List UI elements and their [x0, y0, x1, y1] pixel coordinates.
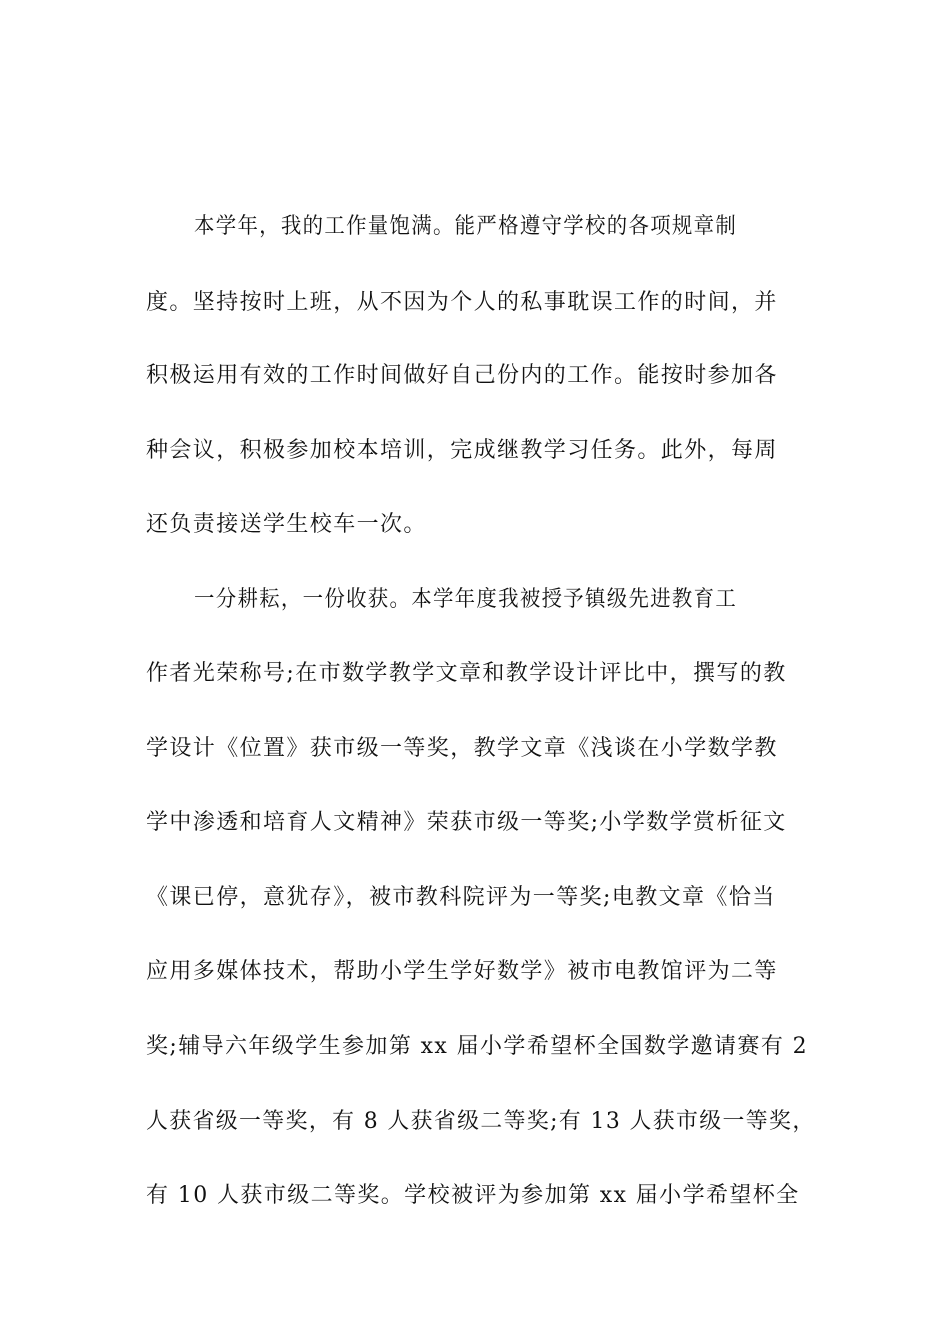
paragraph-1-line-3: 积极运用有效的工作时间做好自己份内的工作。能按时参加各 — [146, 363, 778, 388]
paragraph-2-line-5: 《课已停，意犹存》，被市教科院评为一等奖;电教文章《恰当 — [146, 885, 776, 910]
paragraph-2-line-1: 一分耕耘，一份收获。本学年度我被授予镇级先进教育工 — [194, 587, 738, 612]
paragraph-2-line-2: 作者光荣称号;在市数学教学文章和教学设计评比中，撰写的教 — [146, 661, 787, 686]
paragraph-2-line-8: 人获省级一等奖，有 8 人获省级二等奖;有 13 人获市级一等奖， — [146, 1109, 816, 1134]
paragraph-2-line-4: 学中渗透和培育人文精神》荣获市级一等奖;小学数学赏析征文 — [146, 810, 787, 835]
paragraph-1-line-1: 本学年，我的工作量饱满。能严格遵守学校的各项规章制 — [194, 214, 738, 239]
paragraph-1-line-5: 还负责接送学生校车一次。 — [146, 512, 427, 537]
paragraph-2-line-7: 奖;辅导六年级学生参加第 xx 届小学希望杯全国数学邀请赛有 2 — [146, 1034, 809, 1059]
paragraph-2-line-6: 应用多媒体技术，帮助小学生学好数学》被市电教馆评为二等 — [146, 959, 778, 984]
paragraph-1-line-2: 度。坚持按时上班，从不因为个人的私事耽误工作的时间，并 — [146, 290, 778, 315]
paragraph-1-line-4: 种会议，积极参加校本培训，完成继教学习任务。此外，每周 — [146, 438, 778, 463]
paragraph-2-line-3: 学设计《位置》获市级一等奖，教学文章《浅谈在小学数学教 — [146, 736, 778, 761]
paragraph-2-line-9: 有 10 人获市级二等奖。学校被评为参加第 xx 届小学希望杯全 — [146, 1183, 800, 1208]
